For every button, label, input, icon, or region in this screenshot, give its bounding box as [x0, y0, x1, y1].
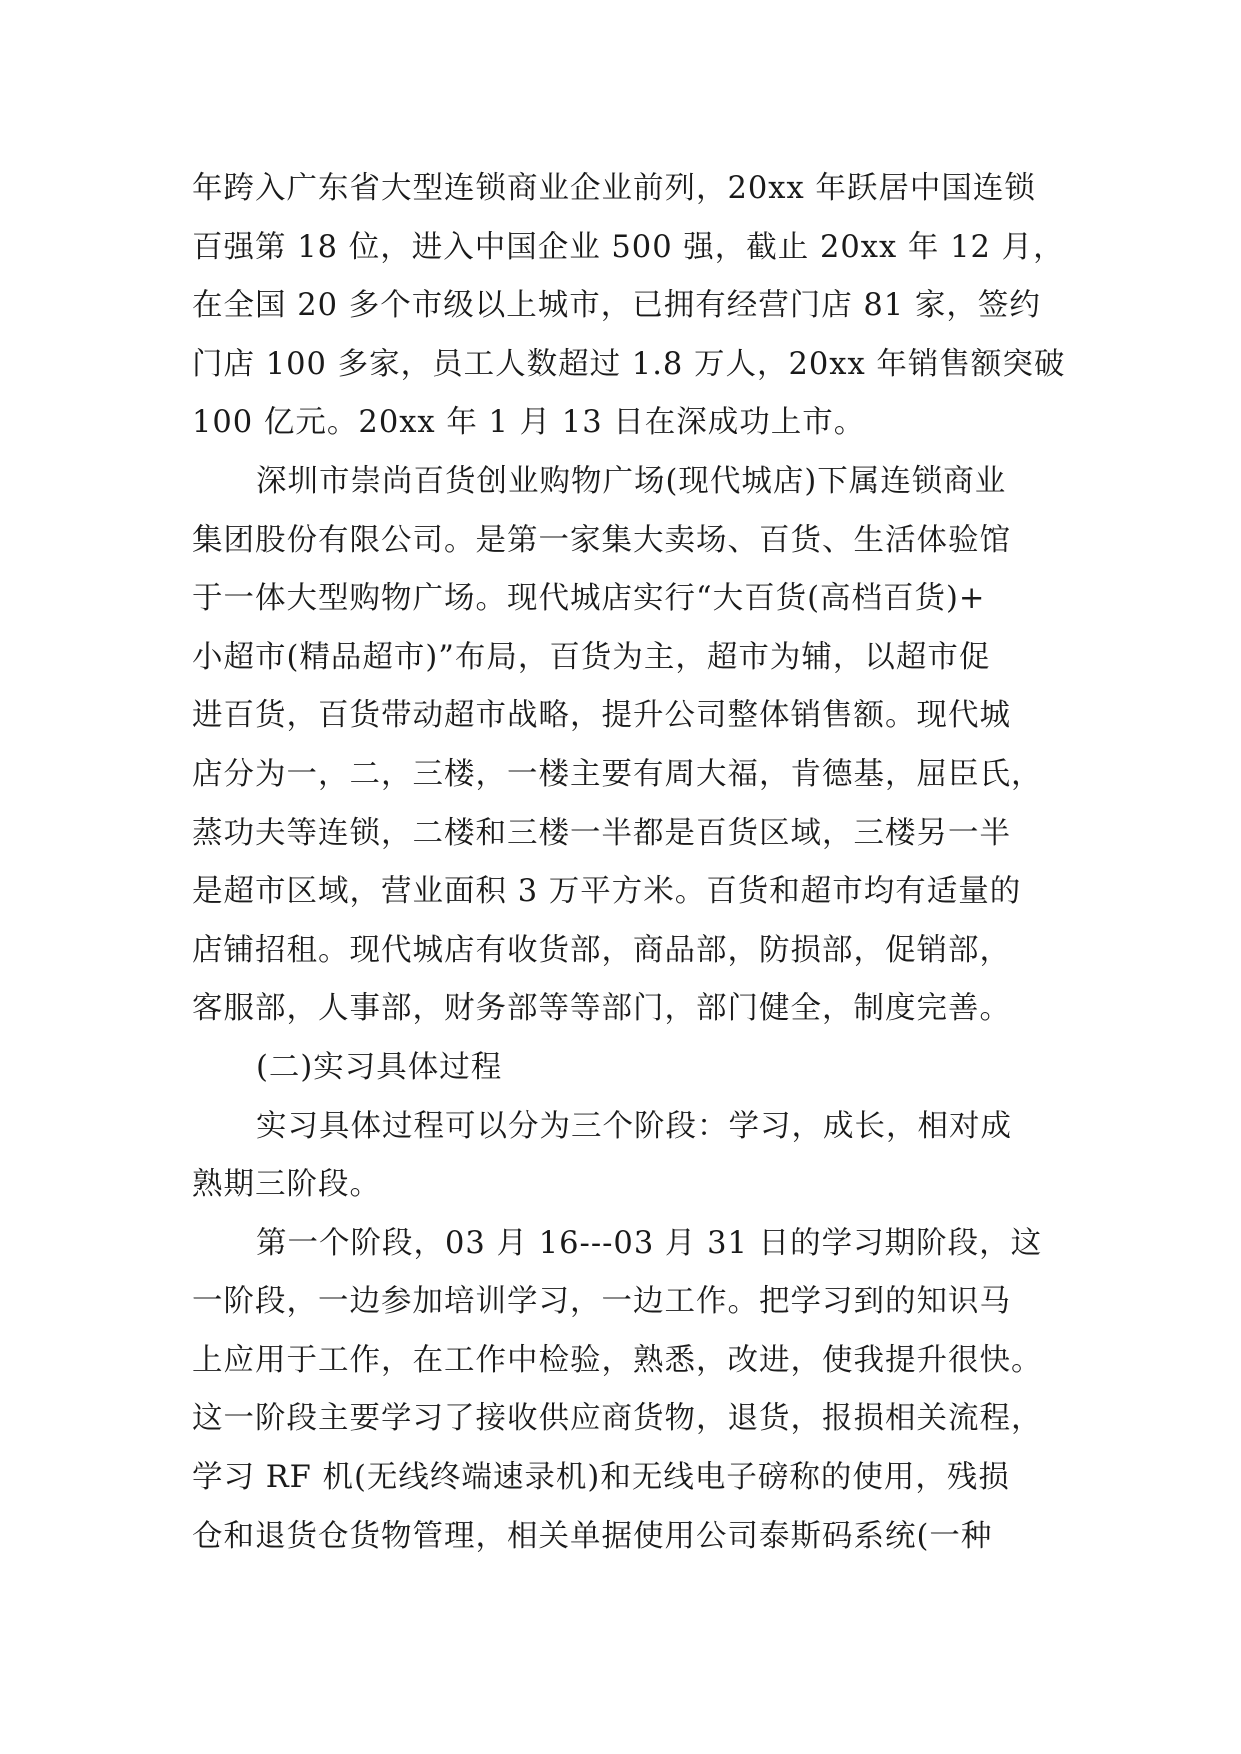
text-line: 客服部，人事部，财务部等等部门，部门健全，制度完善。 — [192, 991, 1011, 1027]
paragraph-start-line: 实习具体过程可以分为三个阶段：学习，成长，相对成 — [256, 1108, 1012, 1144]
text-line: 门店 100 多家，员工人数超过 1.8 万人，20xx 年销售额突破 — [192, 346, 1066, 382]
text-line: 仓和退货仓货物管理，相关单据使用公司泰斯码系统(一种 — [192, 1518, 993, 1554]
text-line: 上应用于工作，在工作中检验，熟悉，改进，使我提升很快。 — [192, 1342, 1043, 1378]
text-line: 蒸功夫等连锁，二楼和三楼一半都是百货区域，三楼另一半 — [192, 815, 1011, 851]
text-line: 店铺招租。现代城店有收货部，商品部，防损部，促销部， — [192, 932, 1011, 968]
document-body — [192, 160, 1066, 1566]
text-line: 集团股份有限公司。是第一家集大卖场、百货、生活体验馆 — [192, 522, 1011, 558]
text-line: 在全国 20 多个市级以上城市，已拥有经营门店 81 家，签约 — [192, 288, 1041, 324]
text-line: 熟期三阶段。 — [192, 1167, 381, 1203]
paragraph-start-line: 深圳市崇尚百货创业购物广场(现代城店)下属连锁商业 — [256, 463, 1007, 499]
text-line: 进百货，百货带动超市战略，提升公司整体销售额。现代城 — [192, 698, 1011, 734]
text-line: 小超市(精品超市)”布局，百货为主，超市为辅，以超市促 — [192, 639, 991, 675]
text-line: 百强第 18 位，进入中国企业 500 强，截止 20xx 年 12 月， — [192, 229, 1065, 265]
paragraph-start-line: 第一个阶段，03 月 16---03 月 31 日的学习期阶段，这 — [256, 1225, 1043, 1261]
text-line: 于一体大型购物广场。现代城店实行“大百货(高档百货)+ — [192, 581, 986, 617]
text-line: 这一阶段主要学习了接收供应商货物，退货，报损相关流程， — [192, 1401, 1043, 1437]
text-line: 100 亿元。20xx 年 1 月 13 日在深成功上市。 — [192, 405, 866, 441]
text-line: 店分为一，二，三楼，一楼主要有周大福，肯德基，屈臣氏， — [192, 756, 1043, 792]
text-line: 学习 RF 机(无线终端速录机)和无线电子磅称的使用，残损 — [192, 1460, 1010, 1496]
text-line: 年跨入广东省大型连锁商业企业前列，20xx 年跃居中国连锁 — [192, 171, 1036, 206]
text-line: 是超市区域，营业面积 3 万平方米。百货和超市均有适量的 — [192, 874, 1022, 910]
text-line: 一阶段，一边参加培训学习，一边工作。把学习到的知识马 — [192, 1284, 1011, 1320]
section-heading: (二)实习具体过程 — [256, 1049, 503, 1085]
